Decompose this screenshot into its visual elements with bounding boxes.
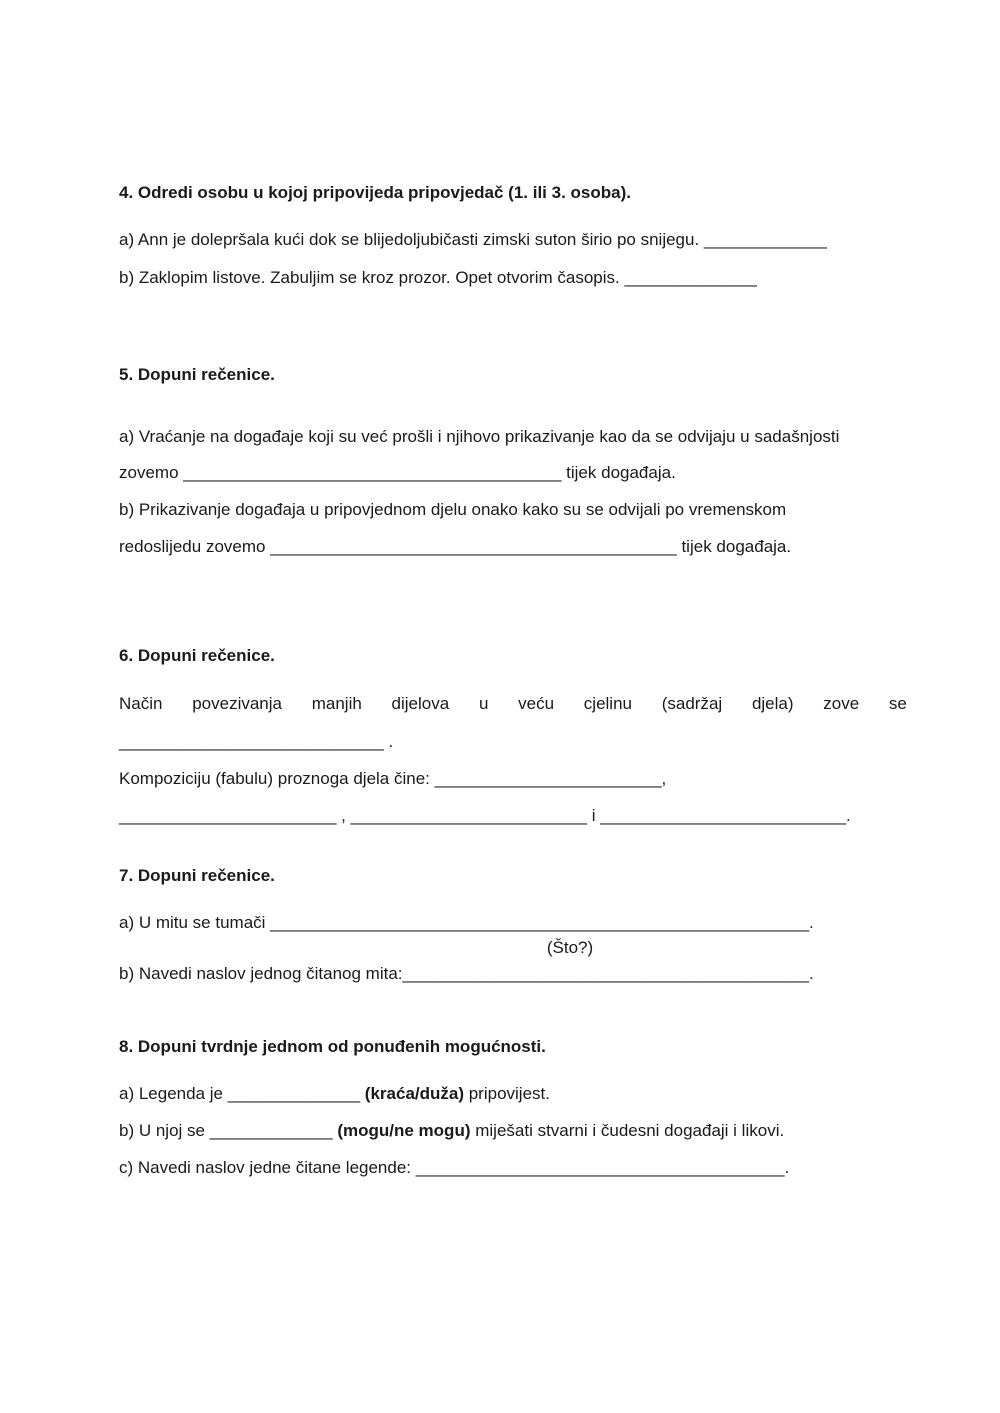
q5-heading: 5. Dopuni rečenice.: [119, 365, 275, 384]
q4-item-a: a) Ann je dolepršala kući dok se blijedoljubičasti zimski suton širio po snijegu. _____________: [119, 230, 827, 249]
q6-word: u: [478, 694, 489, 713]
q6-line1: [119, 694, 907, 714]
q6-word: djela): [751, 694, 794, 713]
q6-word: se: [888, 694, 907, 713]
q6-word: zove: [823, 694, 860, 713]
q8-item-a: [119, 1084, 550, 1104]
q7-item-a: a) U mitu se tumači _________________________________________________________.: [119, 913, 814, 932]
q5-item-b-line2: redoslijedu zovemo ___________________________________________ tijek događaja.: [119, 537, 792, 556]
q6-line4: _______________________ , _________________________ i __________________________.: [119, 806, 851, 825]
q8-item-a-text: a) Legenda je ______________: [119, 1084, 365, 1103]
q6-word: dijelova: [391, 694, 450, 713]
q5-item-a-line1: a) Vraćanje na događaje koji su već prošli i njihovo prikazivanje kao da se odvijaju u sadašnjosti: [119, 427, 840, 446]
q4-item-b: b) Zaklopim listove. Zabuljim se kroz prozor. Opet otvorim časopis. ______________: [119, 268, 757, 287]
q6-word: Način: [119, 694, 163, 713]
q7-heading: 7. Dopuni rečenice.: [119, 866, 275, 885]
q6-line3: Kompoziciju (fabulu) proznoga djela čine: ________________________,: [119, 769, 667, 788]
q8-item-b-options: (mogu/ne mogu): [337, 1121, 471, 1140]
q5-item-b-line1: b) Prikazivanje događaja u pripovjednom djelu onako kako su se odvijali po vremenskom: [119, 500, 787, 519]
q6-word: veću: [518, 694, 555, 713]
q6-heading: 6. Dopuni rečenice.: [119, 646, 275, 665]
q6-word: manjih: [311, 694, 362, 713]
q6-word: cjelinu: [583, 694, 632, 713]
q7-item-b: b) Navedi naslov jednog čitanog mita:___________________________________________.: [119, 964, 814, 983]
q6-word: (sadržaj: [661, 694, 723, 713]
q6-word: povezivanja: [192, 694, 282, 713]
q4-heading: 4. Odredi osobu u kojoj pripovijeda pripovjedač (1. ili 3. osoba).: [119, 183, 631, 202]
q8-item-a-end: pripovijest.: [464, 1084, 550, 1103]
q6-line2: ____________________________ .: [119, 732, 394, 751]
q8-item-b-text: b) U njoj se _____________: [119, 1121, 338, 1140]
q5-item-a-line2: zovemo ________________________________________ tijek događaja.: [119, 463, 676, 482]
q8-item-b: [119, 1121, 784, 1141]
q8-heading: 8. Dopuni tvrdnje jednom od ponuđenih mogućnosti.: [119, 1037, 546, 1056]
q8-item-a-options: (kraća/duža): [364, 1084, 464, 1103]
q8-item-b-end: miješati stvarni i čudesni događaji i likovi.: [470, 1121, 785, 1140]
q7-item-a-hint: (Što?): [546, 938, 594, 957]
q8-item-c: c) Navedi naslov jedne čitane legende: _______________________________________.: [119, 1158, 790, 1177]
